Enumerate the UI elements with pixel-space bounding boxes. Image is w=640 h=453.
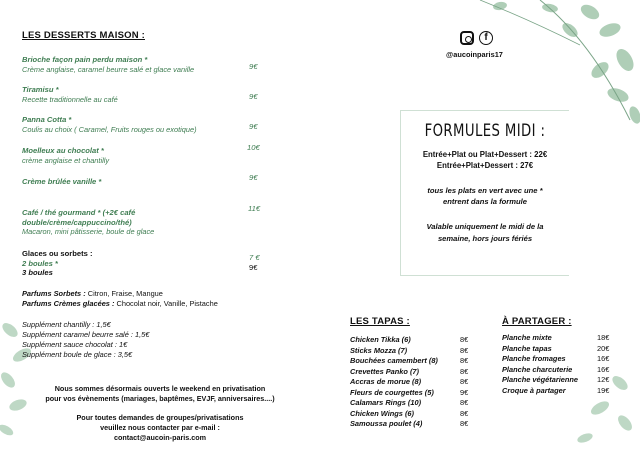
partager-item: Planche mixte [502,333,552,342]
tapas-item: Sticks Mozza (7) [350,345,408,355]
social-handle: @aucoinparis17 [446,50,503,59]
privatisation-block [10,384,310,443]
parfums-cremes-list: Chocolat noir, Vanille, Pistache [114,299,218,308]
dessert-name: Crème brûlée vanille * [22,177,102,186]
partager-price: 20€ [597,343,610,353]
dessert-price: 10€ [247,143,260,152]
parfums-sorbets-list: Citron, Fraise, Mangue [85,289,163,298]
partager-prices [597,333,609,396]
dessert-price: 9€ [249,122,258,131]
dessert-desc: Coulis au choix ( Caramel, Fruits rouges ou exotique) [22,124,197,134]
dessert-item [22,208,154,237]
dessert-price: 9€ [249,92,258,101]
supplements-list [22,320,149,360]
dessert-item [22,85,118,104]
supplement-item: Supplément boule de glace : 3,5€ [22,350,133,359]
parfums-sorbets [22,289,163,299]
dessert-item [22,177,101,187]
tapas-price: 8€ [460,345,469,355]
glaces-title: Glaces ou sorbets : [22,249,93,258]
tapas-item: Calamars Rings (10) [350,398,422,407]
partager-item: Planche végétarienne [502,375,578,384]
tapas-price: 8€ [460,419,469,428]
tapas-price: 8€ [460,398,469,407]
formule-2: Entrée+Plat+Dessert : 27€ [436,161,534,170]
partager-names [502,333,578,396]
formules-valid-line2: semaine, hors jours fériés [437,234,533,243]
tapas-price: 8€ [460,408,469,418]
privatisation-line1: Nous sommes désormais ouverts le weekend en privatisation [54,384,266,393]
formules-note-line2: entrent dans la formule [443,197,527,206]
desserts-title: LES DESSERTS MAISON : [22,30,145,41]
partager-item: Planche charcuterie [502,364,573,374]
dessert-name: Tiramisu * [22,85,59,94]
tapas-item: Accras de morue (8) [350,377,422,386]
formule-1: Entrée+Plat ou Plat+Dessert : 22€ [422,150,548,159]
dessert-name: Brioche façon pain perdu maison * [22,55,148,64]
instagram-icon[interactable] [460,31,474,45]
tapas-item: Fleurs de courgettes (5) [350,387,434,397]
partager-title: À PARTAGER : [502,316,572,327]
partager-price: 16€ [597,354,610,363]
dessert-item [22,115,197,134]
partager-price: 16€ [597,364,610,374]
dessert-name: Moelleux au chocolat * [22,146,104,155]
formules-valid-line1: Valable uniquement le midi de la [426,222,544,231]
dessert-name: Panna Cotta * [22,115,72,124]
dessert-item [22,146,109,165]
glaces-option-3: 3 boules [22,268,53,277]
tapas-price: 8€ [460,377,469,386]
dessert-desc: Recette traditionnelle au café [22,94,118,104]
tapas-item: Chicken Wings (6) [350,408,414,418]
tapas-names [350,335,475,430]
supplement-item: Supplément sauce chocolat : 1€ [22,340,128,349]
dessert-name-line1: Café / thé gourmand * (+2€ café [22,208,136,217]
dessert-desc: Crème anglaise, caramel beurre salé et glace vanille [22,64,195,74]
glaces-price-3: 9€ [249,263,258,272]
partager-price: 12€ [597,375,610,384]
partager-price: 19€ [597,385,610,395]
partager-item: Croque à partager [502,385,566,395]
supplement-item: Supplément caramel beurre salé : 1,5€ [22,330,150,339]
privatisation-line3: Pour toutes demandes de groupes/privatisations [76,413,244,422]
tapas-prices [460,335,468,430]
tapas-item: Chicken Tikka (6) [350,335,411,344]
tapas-price: 9€ [460,387,469,397]
glaces-price-2: 7 € [249,253,260,262]
dessert-price: 9€ [249,173,258,182]
formules-title: FORMULES MIDI : [424,121,546,141]
dessert-desc: crème anglaise et chantilly [22,155,110,165]
dessert-item [22,55,194,74]
tapas-item: Crevettes Panko (7) [350,366,420,376]
dessert-desc: Macaron, mini pâtisserie, boule de glace [22,227,155,236]
partager-item: Planche fromages [502,354,566,363]
tapas-price: 8€ [460,356,469,365]
tapas-item: Bouchées camembert (8) [350,356,438,365]
contact-email: contact@aucoin-paris.com [113,433,207,442]
partager-item: Planche tapas [502,343,552,353]
tapas-price: 8€ [460,335,469,344]
formules-note-line1: tous les plats en vert avec une * [427,186,543,195]
tapas-list [350,335,475,430]
parfums-cremes [22,299,218,309]
privatisation-line4: veuillez nous contacter par e-mail : [100,423,220,432]
tapas-title: LES TAPAS : [350,316,410,327]
partager-price: 18€ [597,333,610,342]
supplement-item: Supplément chantilly : 1,5€ [22,320,111,329]
tapas-item: Samoussa poulet (4) [350,419,423,428]
glaces-block [22,249,92,278]
dessert-price: 11€ [248,204,261,213]
privatisation-line2: pour vos évènements (mariages, baptêmes, EVJF, anniversaires....) [45,394,275,403]
facebook-icon[interactable]: f [479,31,493,45]
parfums-sorbets-label: Parfums Sorbets : [22,289,86,298]
formules-box [400,110,569,276]
glaces-option-2: 2 boules * [22,258,58,268]
dessert-price: 9€ [249,62,258,71]
dessert-name-line2: double/crème/cappuccino/thé) [22,217,132,227]
parfums-cremes-label: Parfums Crèmes glacées : [22,299,115,308]
tapas-price: 8€ [460,366,469,376]
